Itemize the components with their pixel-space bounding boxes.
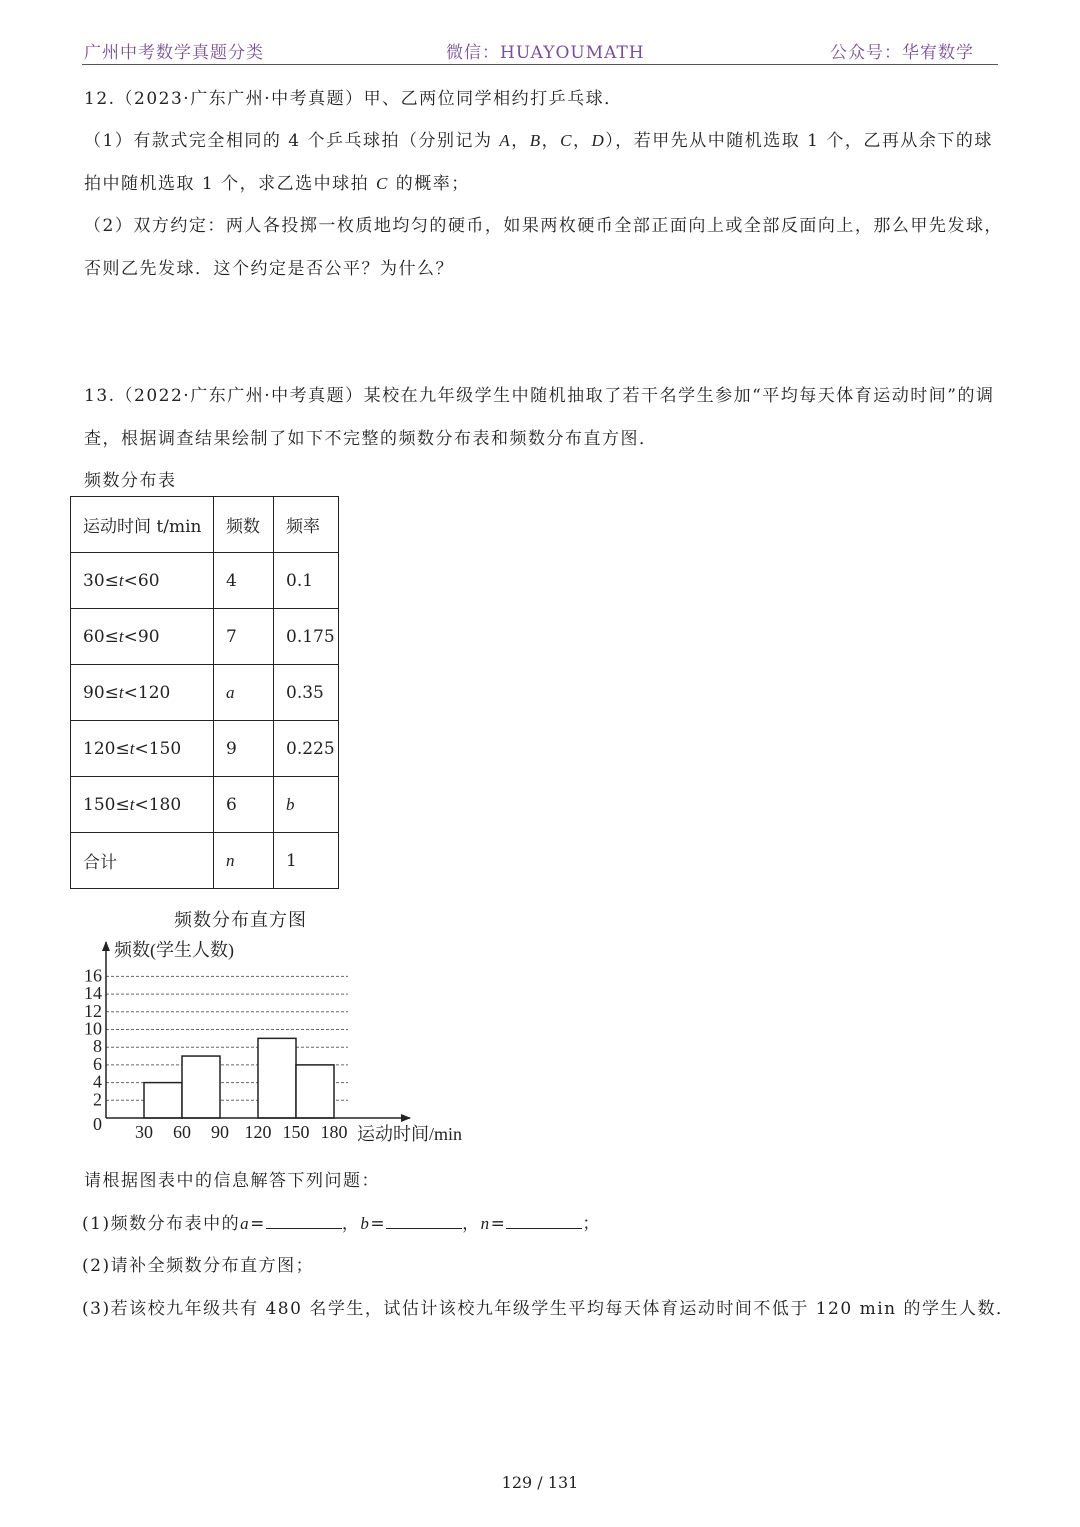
total-count: n [214, 833, 274, 889]
freq-cell: 0.225 [274, 721, 339, 777]
histogram-bar [182, 1056, 220, 1118]
x-axis-label: 运动时间/min [357, 1124, 463, 1144]
q13-stem-line1: 13.（2022·广东广州·中考真题）某校在九年级学生中随机抽取了若干名学生参加“平均每天体育运动时间”的调 [84, 386, 995, 406]
table-row [71, 777, 339, 833]
frequency-table [70, 496, 339, 889]
freq-cell: 0.35 [274, 665, 339, 721]
y-tick-label: 2 [93, 1089, 102, 1110]
y-tick-label: 16 [84, 965, 102, 986]
total-freq: 1 [274, 833, 339, 889]
x-tick-label: 30 [135, 1122, 153, 1142]
sub-question-1: (1)频数分布表中的a= ，b= ，n= ； [82, 1214, 601, 1234]
q12-part2-line2: 否则乙先发球．这个约定是否公平？为什么？ [84, 259, 454, 279]
y-tick-label: 6 [93, 1053, 102, 1074]
count-cell: 4 [214, 553, 274, 609]
answer-blank-n[interactable] [506, 1212, 582, 1229]
x-tick-label: 180 [320, 1122, 348, 1142]
table-header: 运动时间 t/min [71, 497, 214, 553]
y-tick-label: 12 [84, 1000, 102, 1021]
y-tick-label: 0 [93, 1114, 102, 1134]
count-cell: 9 [214, 721, 274, 777]
header-right: 公众号：华宥数学 [830, 43, 974, 63]
x-tick-label: 120 [244, 1122, 272, 1142]
q12-part1-line1: （1）有款式完全相同的 4 个乒乓球拍（分别记为 A，B，C，D），若甲先从中随机选取 1 个，乙再从余下的球 [84, 131, 993, 151]
q12-stem: 12.（2023·广东广州·中考真题）甲、乙两位同学相约打乒乓球． [84, 89, 623, 109]
table-row [71, 665, 339, 721]
table-row [71, 721, 339, 777]
y-tick-label: 8 [93, 1036, 102, 1057]
histogram-bar [144, 1083, 182, 1118]
x-tick-label: 150 [282, 1122, 310, 1142]
chart-title: 频数分布直方图 [174, 910, 307, 931]
range-cell: 120≤t<150 [71, 721, 214, 777]
sub-question-3: (3)若该校九年级共有 480 名学生，试估计该校九年级学生平均每天体育运动时间不低于 120 min 的学生人数． [82, 1299, 1015, 1319]
histogram-bar [296, 1065, 334, 1118]
x-tick-label: 90 [211, 1122, 229, 1142]
y-tick-label: 14 [84, 983, 102, 1004]
table-header: 频数 [214, 497, 274, 553]
y-tick-label: 10 [84, 1018, 102, 1039]
freq-cell: b [274, 777, 339, 833]
header-center: 微信：HUAYOUMATH [446, 43, 645, 63]
sub-question-2: (2)请补全频数分布直方图； [82, 1256, 315, 1276]
table-header-row [71, 497, 339, 553]
range-cell: 150≤t<180 [71, 777, 214, 833]
table-row [71, 609, 339, 665]
freq-cell: 0.175 [274, 609, 339, 665]
table-total-row [71, 833, 339, 889]
y-tick-label: 4 [93, 1071, 102, 1092]
q12-part1-line2: 拍中随机选取 1 个，求乙选中球拍 C 的概率； [84, 174, 470, 194]
count-cell: 6 [214, 777, 274, 833]
y-axis-label: 频数(学生人数) [114, 940, 234, 960]
table-header: 频率 [274, 497, 339, 553]
total-label: 合计 [71, 833, 214, 889]
histogram-bar [258, 1038, 296, 1118]
answer-blank-b[interactable] [386, 1212, 462, 1229]
x-tick-label: 60 [173, 1122, 191, 1142]
header-left: 广州中考数学真题分类 [84, 43, 264, 63]
q13-stem-line2: 查，根据调查结果绘制了如下不完整的频数分布表和频数分布直方图． [84, 429, 658, 449]
q12-part2-line1: （2）双方约定：两人各投掷一枚质地均匀的硬币，如果两枚硬币全部正面向上或全部反面向上，那么甲先发球， [84, 216, 1003, 236]
answer-blank-a[interactable] [266, 1212, 342, 1229]
count-cell: 7 [214, 609, 274, 665]
table-row [71, 553, 339, 609]
frequency-histogram [80, 932, 480, 1152]
count-cell: a [214, 665, 274, 721]
range-cell: 30≤t<60 [71, 553, 214, 609]
freq-cell: 0.1 [274, 553, 339, 609]
page-number: 129 / 131 [501, 1473, 579, 1492]
range-cell: 60≤t<90 [71, 609, 214, 665]
header-rule [82, 64, 998, 65]
range-cell: 90≤t<120 [71, 665, 214, 721]
questions-intro: 请根据图表中的信息解答下列问题： [84, 1171, 380, 1191]
table-caption: 频数分布表 [84, 471, 177, 491]
